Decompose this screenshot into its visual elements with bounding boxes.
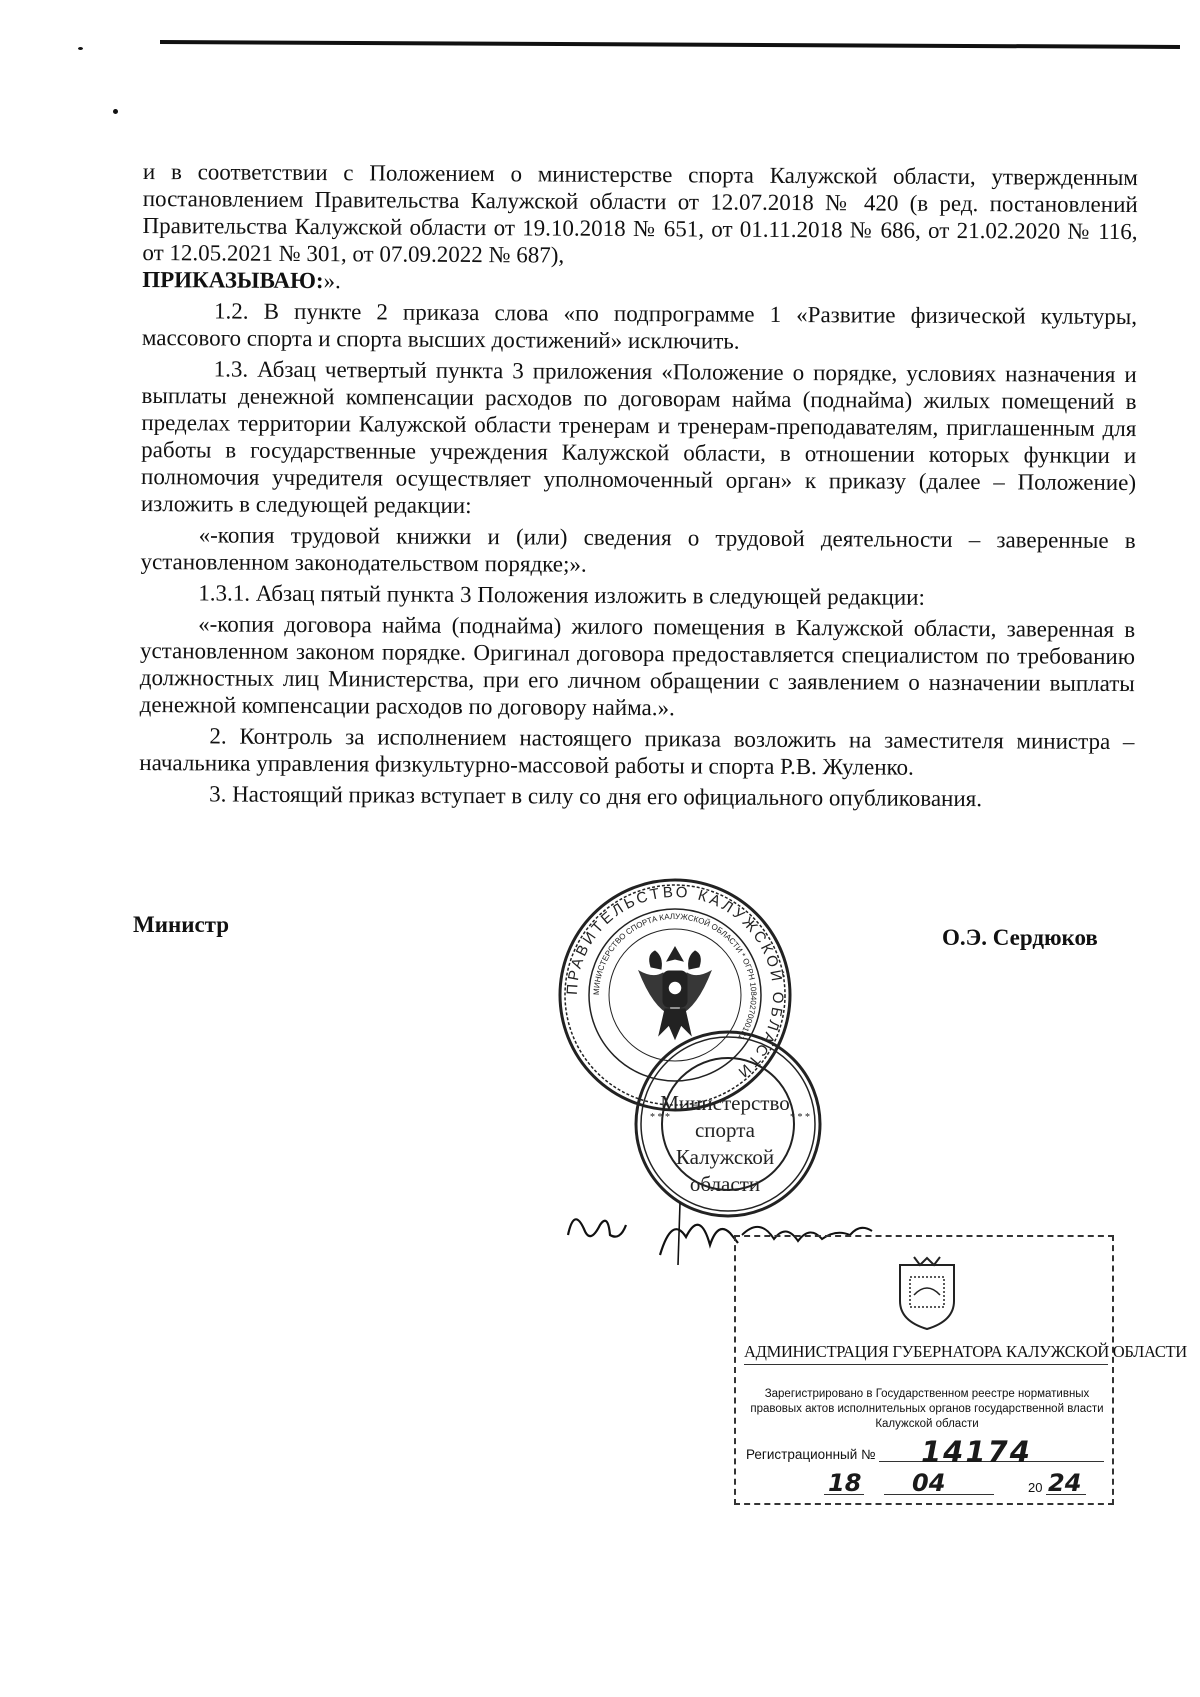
stamp-line: Министерство [660,1091,790,1115]
paragraph-3: 3. Настоящий приказ вступает в силу со дня его официального опубликования. [209,781,983,812]
registration-authority: АДМИНИСТРАЦИЯ ГУБЕРНАТОРА КАЛУЖСКОЙ ОБЛАСТИ [744,1342,1108,1365]
document-body [139,158,1138,817]
paragraph-quote-2: «-копия договора найма (поднайма) жилого помещения в Калужской области, заверенная в установленном законом порядке. Оригинал договора предоставляется специалистом по требованию должностных лиц Министерства, при его личном обращении с заявлением о назначении выплаты денежной компенсации расходов по договору найма.». [139,611,1136,721]
top-border-line [160,40,1180,49]
stamp-line: спорта [694,1118,756,1142]
paragraph-quote-1: «-копия трудовой книжки и (или) сведения о трудовой деятельности – заверенные в установленном законодательством порядке;». [140,522,1136,577]
eagle-emblem-icon [639,947,711,1039]
registration-note: Зарегистрировано в Государственном реестре нормативных правовых актов исполнительных органов государственной власти Калужской области [750,1388,1104,1430]
seal-inner-text: МИНИСТЕРСТВО СПОРТА КАЛУЖСКОЙ ОБЛАСТИ * ОГРН 1084027000131 [591,911,759,1042]
svg-text:* * *: * * * [650,1112,670,1123]
registration-year-prefix: 20 [1028,1480,1043,1495]
registration-year: 24 [1048,1469,1082,1497]
stamp-line: области [689,1172,761,1196]
seal-ring-text: ПРАВИТЕЛЬСТВО КАЛУЖСКОЙ ОБЛАСТИ [563,883,787,1083]
stamp-line: Калужской [675,1145,775,1169]
registration-number-label: Регистрационный № [746,1447,876,1462]
registration-number-row [746,1435,1108,1469]
coat-of-arms-icon [896,1255,958,1331]
order-word-tail: ». [323,268,341,294]
stamp-text [655,1090,795,1198]
registration-day: 18 [828,1469,862,1497]
registration-month: 04 [912,1469,946,1497]
paragraph-1-3: 1.3. Абзац четвертый пункта 3 приложения «Положение о порядке, условиях назначения и выплаты денежной компенсации расходов по договорам найма (поднайма) жилых помещений в пределах территории Калужской области тренерам и тренерам-преподавателям, приглашенным для работы в государственные учреждения Калужской области, в отношении которых функции и полномочия учредителя осуществляет уполномоченный орган» к приказу (далее – Положение) изложить в следующей редакции: [140,356,1137,519]
svg-text:* * *: * * * [790,1112,810,1123]
paragraph-2: 2. Контроль за исполнением настоящего приказа возложить на заместителя министра – начальника управления физкультурно-массовой работы и спорта Р.В. Жуленко. [139,723,1135,780]
registration-number: 14174 [921,1435,1032,1469]
registration-date [824,1469,1094,1497]
paragraph-1-3-1: 1.3.1. Абзац пятый пункта 3 Положения изложить в следующей редакции: [198,580,926,610]
scan-speck [78,47,83,50]
paragraph-1-2: 1.2. В пункте 2 приказа слова «по подпрограмме 1 «Развитие физической культуры, массового спорта и спорта высших достижений» исключить. [141,298,1138,354]
signature-title: Министр [133,912,230,937]
signature-name: О.Э. Сердюков [942,925,1098,950]
scan-speck [113,109,118,114]
paragraph-intro: и в соответствии с Положением о министерстве спорта Калужской области, утвержденным постановлением Правительства Калужской области от 12.07.2018 № 420 (в ред. постановлений Правительства Калужской области от 19.10.2018 № 651, от 01.11.2018 № 686, от 21.02.2020 № 116, от 12.05.2021 № 301, от 07.09.2022 № 687), ПРИКАЗЫВАЮ:». [142,158,1138,294]
order-word: ПРИКАЗЫВАЮ: [142,266,324,294]
registration-stamp [734,1235,1187,1505]
